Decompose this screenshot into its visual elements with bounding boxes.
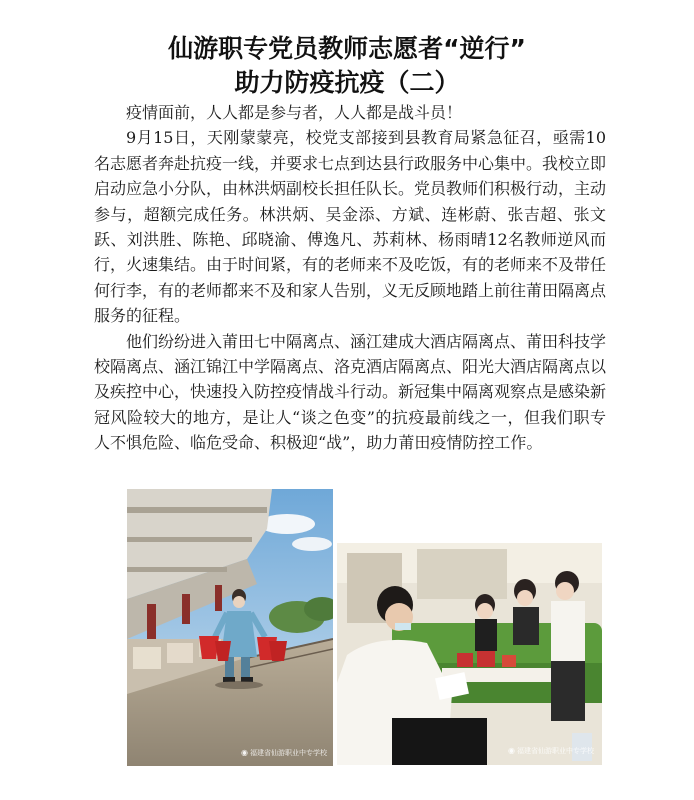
photo-left-watermark-text: 福建省仙游职业中专学校 [250,749,327,757]
wechat-icon: ◉ [508,746,515,755]
paragraph-mobilization: 9月15日，天刚蒙蒙亮，校党支部接到县教育局紧急征召，亟需10名志愿者奔赴抗疫一线，并要求七点到达县行政服务中心集中。我校立即启动应急小分队，由林洪炳副校长担任队长。党员教师们积极行动，主动参与，超额完成任务。林洪炳、吴金添、方斌、连彬蔚、张吉超、张文跃、刘洪胜、陈艳、邱晓渝、傅逸凡、苏莉林、杨雨晴12名教师逆风而行，火速集结。由于时间紧，有的老师来不及吃饭，有的老师来不及带任何行李，有的老师都来不及和家人告别，义无反顾地踏上前往莆田隔离点服务的征程。 [94,128,607,326]
article-body [94,100,606,456]
paragraph-deployment: 他们纷纷进入莆田七中隔离点、涵江建成大酒店隔离点、莆田科技学校隔离点、涵江锦江中学隔离点、洛克酒店隔离点、阳光大酒店隔离点以及疾控中心，快速投入防控疫情战斗行动。新冠集中隔离观察点是感染新冠风险较大的地方，是让人“谈之色变”的抗疫最前线之一，但我们职专人不惧危险、临危受命、积极迎“战”，助力莆田疫情防控工作。 [94,331,607,453]
photo-teachers-preparing-supplies [337,543,602,765]
wechat-icon: ◉ [241,748,248,757]
photo-right-watermark [508,746,594,756]
paragraph-intro: 疫情面前，人人都是参与者，人人都是战斗员！ [126,103,463,122]
page-title-line-1: 仙游职专党员教师志愿者“逆行” [168,34,526,63]
photo-left-illustration [127,489,333,766]
photo-volunteer-carrying-buckets [127,489,333,766]
photo-right-illustration [337,543,602,765]
photo-right-watermark-text: 福建省仙游职业中专学校 [517,747,594,755]
photo-left-watermark [241,748,327,758]
page-title-line-2: 助力防疫抗疫（二） [234,68,460,97]
